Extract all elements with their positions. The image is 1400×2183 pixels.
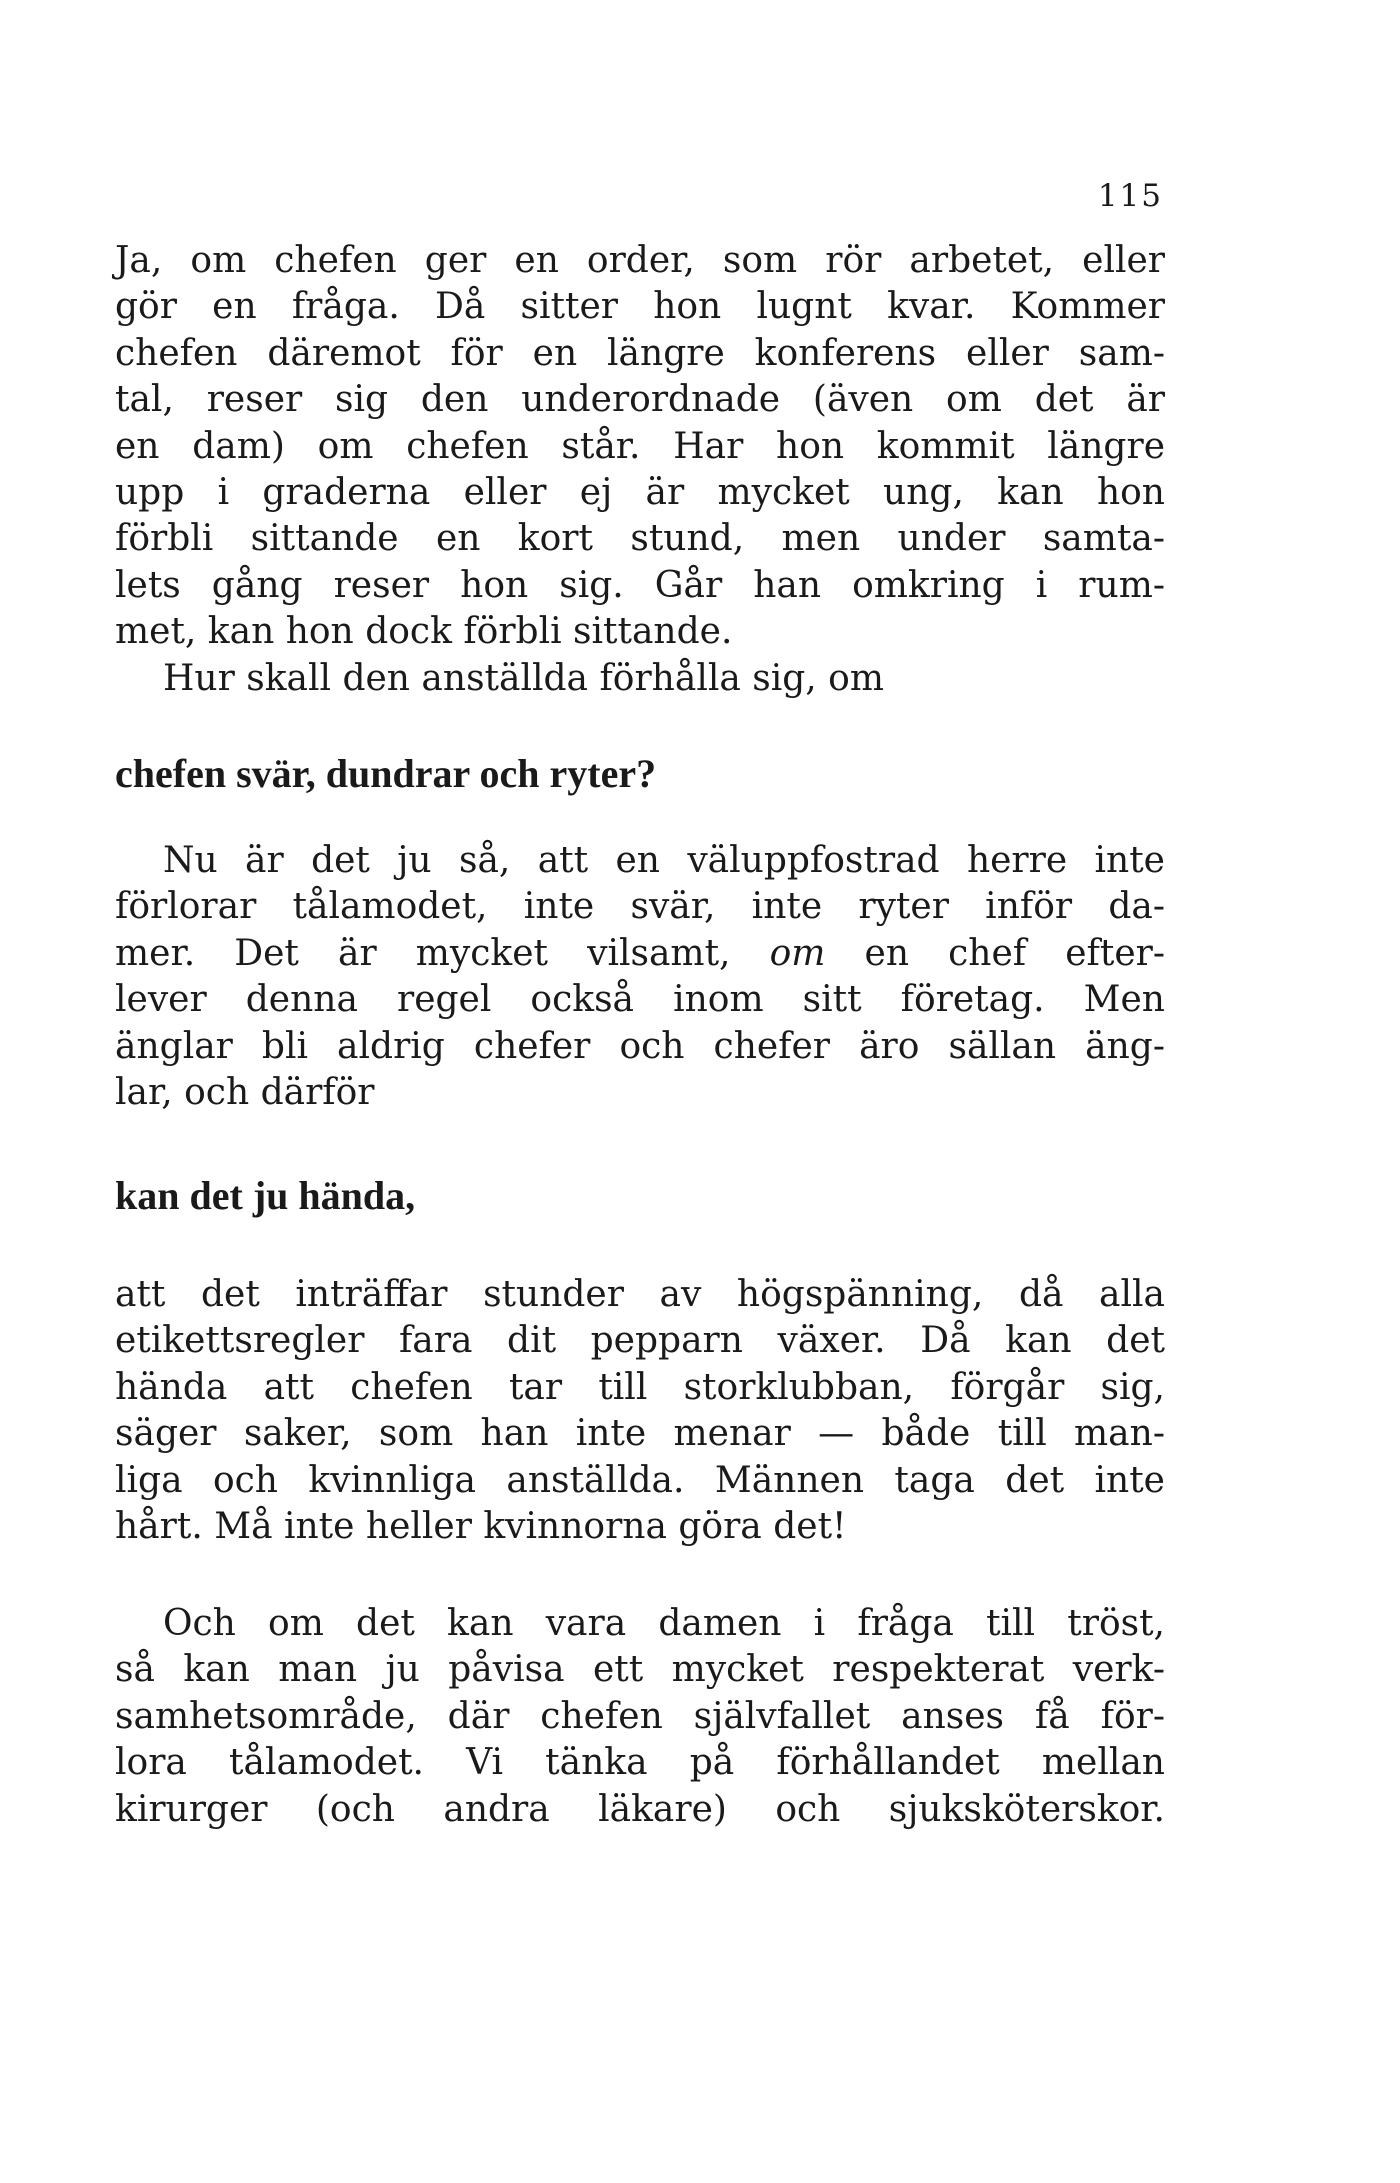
text-line: chefen däremot för en längre konferens eller sam-	[115, 332, 1165, 374]
text-line: liga och kvinnliga anställda. Männen taga det inte	[115, 1459, 1165, 1501]
text-line: mer. Det är mycket vilsamt, om en chef efter-	[115, 932, 1165, 974]
text-line: samhetsområde, där chefen självfallet anses få för-	[115, 1695, 1165, 1737]
text-line: lora tålamodet. Vi tänka på förhållandet mellan	[115, 1742, 1165, 1784]
text-line: Nu är det ju så, att en väluppfostrad herre inte	[163, 840, 1165, 881]
page-number: 115	[1097, 178, 1163, 214]
text-line: förlorar tålamodet, inte svär, inte ryter inför da-	[115, 886, 1165, 928]
text-line: Och om det kan vara damen i fråga till tröst,	[163, 1603, 1165, 1644]
text-line: hända att chefen tar till storklubban, förgår sig,	[115, 1366, 1165, 1408]
text-line: kirurger (och andra läkare) och sjuksköterskor.	[115, 1788, 1165, 1830]
text-line: tal, reser sig den underordnade (även om det är	[115, 379, 1165, 421]
text-line: upp i graderna eller ej är mycket ung, kan hon	[115, 472, 1165, 514]
paragraph-surgeons	[115, 1601, 1165, 1833]
section-heading: kan det ju hända,	[115, 1173, 416, 1218]
text-line: säger saker, som han inte menar — både till man-	[115, 1413, 1165, 1455]
paragraph-chef-order	[115, 238, 1165, 702]
text-line: att det inträffar stunder av högspänning, då alla	[115, 1274, 1165, 1315]
text-line: Ja, om chefen ger en order, som rör arbetet, eller	[115, 240, 1165, 281]
paragraph-high-tension	[115, 1272, 1165, 1550]
text-line: hårt. Må inte heller kvinnorna göra det!	[115, 1506, 847, 1548]
text-line: etikettsregler fara dit pepparn växer. Då kan det	[115, 1320, 1165, 1362]
text-line: förbli sittande en kort stund, men under samta-	[115, 518, 1165, 560]
text-line: gör en fråga. Då sitter hon lugnt kvar. Kommer	[115, 286, 1165, 328]
text-line: Hur skall den anställda förhålla sig, om	[163, 657, 884, 699]
text-line: met, kan hon dock förbli sittande.	[115, 611, 733, 653]
text-line: så kan man ju påvisa ett mycket respekterat verk-	[115, 1649, 1165, 1691]
section-heading: chefen svär, dundrar och ryter?	[115, 751, 657, 796]
text-line: lets gång reser hon sig. Går han omkring i rum-	[115, 564, 1165, 606]
text-line: lever denna regel också inom sitt företag. Men	[115, 979, 1165, 1021]
paragraph-well-bred	[115, 838, 1165, 1116]
text-line: en dam) om chefen står. Har hon kommit längre	[115, 425, 1165, 467]
text-line: änglar bli aldrig chefer och chefer äro sällan äng-	[115, 1025, 1165, 1067]
text-line: lar, och därför	[115, 1072, 375, 1114]
